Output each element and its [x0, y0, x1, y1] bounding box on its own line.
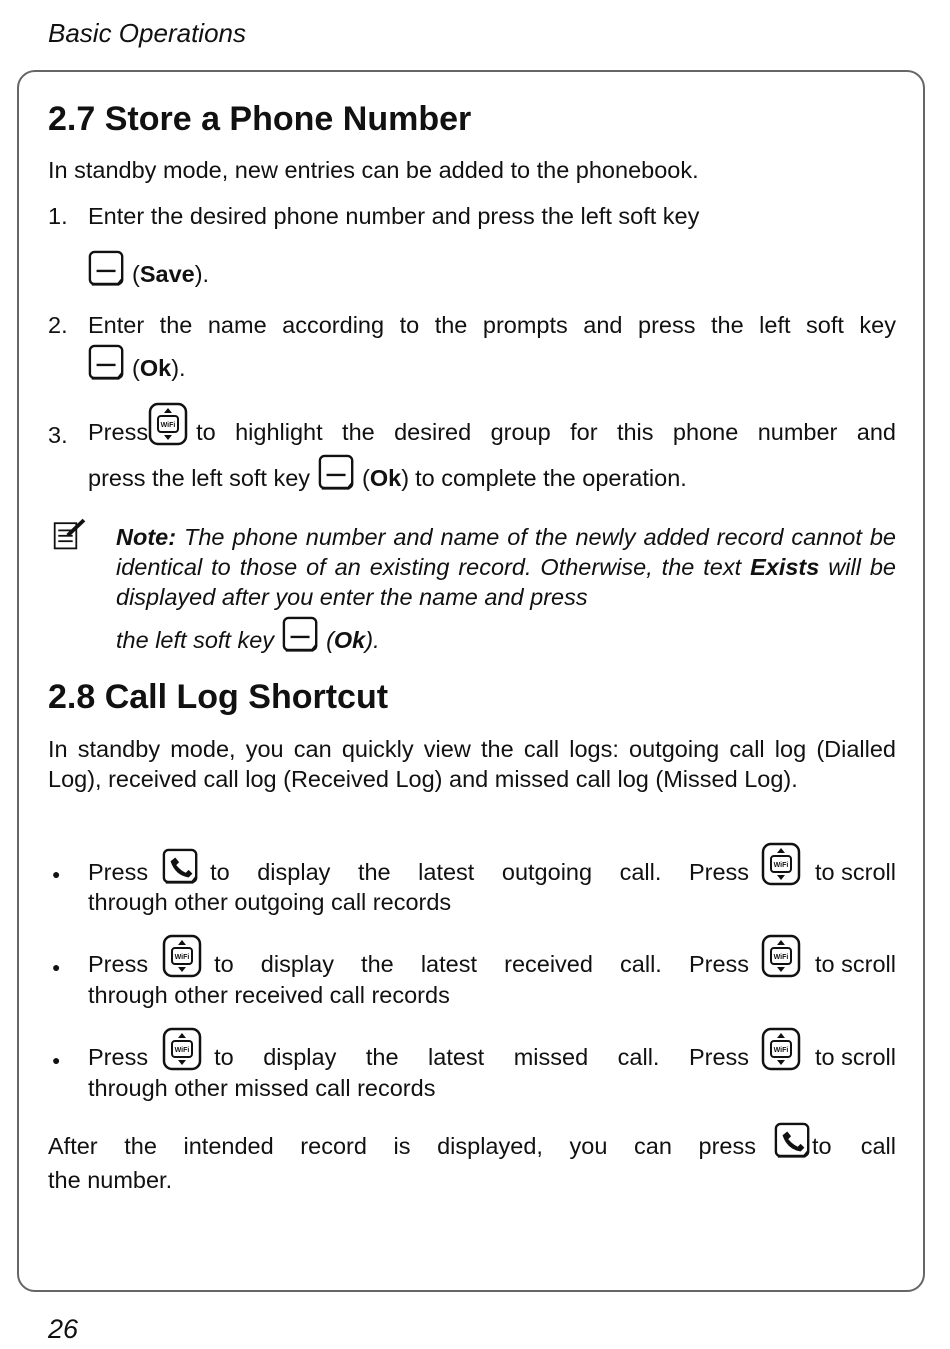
bullet-text: to display the latest missed call. Press	[214, 1044, 750, 1070]
bullet-press: Press	[88, 951, 149, 977]
key-label: Ok	[369, 465, 402, 491]
note-bold-word: Exists	[750, 554, 820, 580]
left-soft-key-icon	[318, 454, 356, 492]
navigation-key-icon	[162, 934, 202, 978]
step-text: Enter the name according to the prompts and press the left soft key	[88, 312, 896, 338]
key-label: Ok	[333, 627, 366, 653]
step-text: to highlight the desired group for this phone number and	[196, 419, 896, 445]
navigation-key-icon	[761, 1027, 801, 1071]
left-soft-key-icon	[88, 344, 126, 382]
key-label-wrapper: (Save).	[132, 261, 210, 287]
page-number: 26	[48, 1314, 79, 1344]
bullet-dot: ●	[52, 866, 61, 882]
bullet-press: Press	[88, 859, 149, 885]
call-key-icon	[162, 848, 200, 886]
note-label: Note:	[116, 524, 177, 550]
key-label-wrapper: (Ok).	[132, 355, 186, 381]
navigation-key-icon	[761, 842, 801, 886]
step-key-line	[88, 250, 209, 288]
note-text-last: the left soft key	[116, 627, 275, 653]
left-soft-key-icon	[282, 616, 320, 654]
step-number: 1.	[48, 203, 68, 229]
step-text: press the left soft key	[88, 465, 311, 491]
bullet-line2: through other received call records	[88, 982, 450, 1008]
step-key-line	[88, 344, 186, 382]
bullet-line	[88, 842, 896, 886]
outro-text-end: to call	[812, 1133, 896, 1159]
bullet-text: to display the latest outgoing call. Press	[210, 859, 750, 885]
bullet-press: Press	[88, 1044, 149, 1070]
key-label: Ok	[139, 355, 172, 381]
call-key-icon	[774, 1122, 812, 1160]
step-number: 3.	[48, 422, 68, 448]
navigation-key-icon	[148, 402, 188, 446]
note-icon	[52, 516, 88, 552]
bullet-text: to display the latest received call. Press	[214, 951, 750, 977]
note-text	[116, 522, 896, 612]
left-soft-key-icon	[88, 250, 126, 288]
bullet-end: to scroll	[815, 859, 896, 885]
section-intro: In standby mode, you can quickly view the call logs: outgoing call log (Dialled Log), received call log (Received Log) and missed call log (Missed Log).	[48, 736, 896, 792]
step-press-word: Press	[88, 419, 149, 445]
bullet-end: to scroll	[815, 1044, 896, 1070]
navigation-key-icon	[761, 934, 801, 978]
key-label-wrapper: (Ok)	[362, 465, 410, 491]
note-body-2: will be displayed after you enter the name and press	[116, 554, 896, 610]
bullet-dot: ●	[52, 1052, 61, 1068]
running-header: Basic Operations	[48, 18, 246, 48]
key-label-wrapper: (Ok).	[326, 627, 380, 653]
bullet-dot: ●	[52, 959, 61, 975]
note-body: The phone number and name of the newly added record cannot be identical to those of an existing record. Otherwise, the text	[116, 524, 896, 580]
key-label: Save	[139, 261, 195, 287]
bullet-line2: through other outgoing call records	[88, 889, 452, 915]
navigation-key-icon	[162, 1027, 202, 1071]
step-line	[88, 402, 896, 446]
bullet-line	[88, 934, 896, 978]
outro-line2: the number.	[48, 1167, 173, 1193]
section-title-2-8: 2.8 Call Log Shortcut	[48, 678, 389, 716]
step-text: to complete the operation.	[415, 465, 687, 491]
outro-line	[48, 1122, 896, 1160]
step-key-line	[88, 454, 687, 492]
step-text: Enter the desired phone number and press the left soft key	[88, 203, 700, 229]
section-title-2-7: 2.7 Store a Phone Number	[48, 100, 472, 138]
section-intro: In standby mode, new entries can be added to the phonebook.	[48, 157, 699, 183]
bullet-line	[88, 1027, 896, 1071]
bullet-line2: through other missed call records	[88, 1075, 436, 1101]
outro-text: After the intended record is displayed, you can press	[48, 1133, 756, 1159]
note-last-line	[116, 616, 380, 654]
step-number: 2.	[48, 312, 68, 338]
bullet-end: to scroll	[815, 951, 896, 977]
